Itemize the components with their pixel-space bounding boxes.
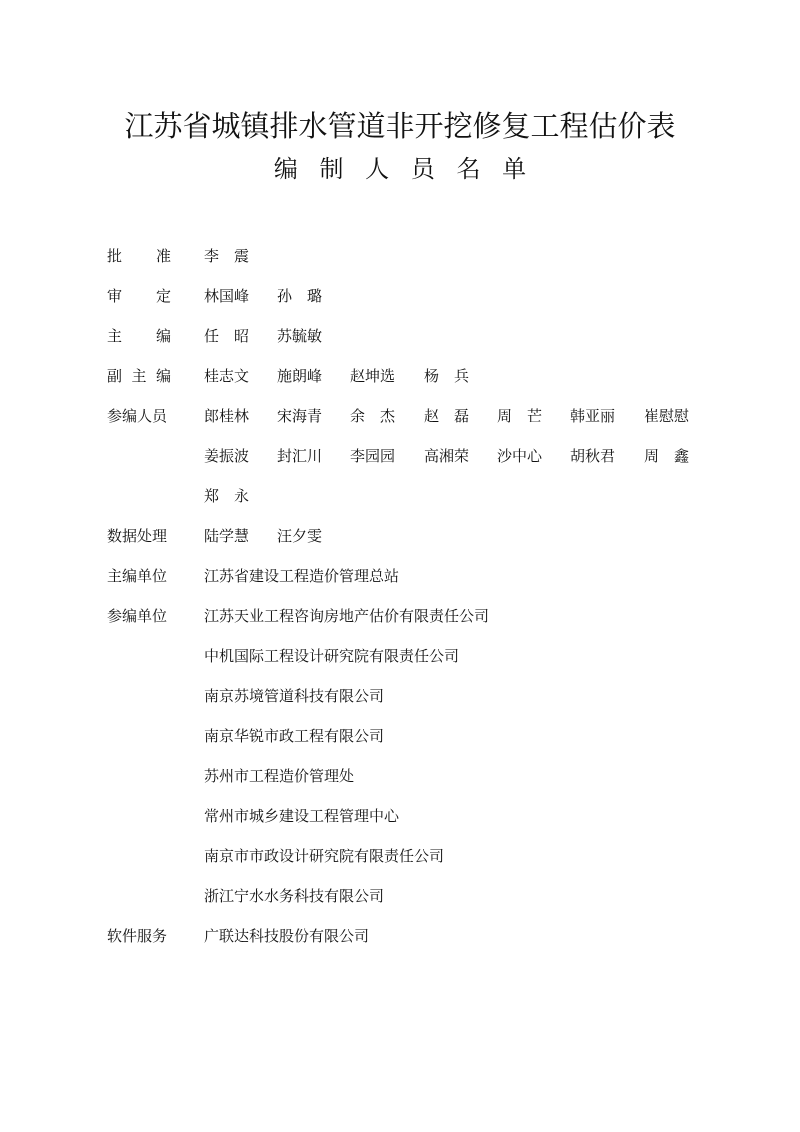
participating-unit: 苏州市工程造价管理处 [204, 767, 355, 785]
review-label: 审 定 [107, 287, 171, 305]
subtitle-char: 单 [502, 155, 527, 183]
chief-editor-label: 主 编 [107, 327, 171, 345]
software-value: 广联达科技股份有限公司 [204, 927, 370, 945]
participating-unit: 南京苏境管道科技有限公司 [204, 687, 385, 705]
participating-units-row [0, 604, 800, 628]
deputy-editor-name: 桂志文 [204, 367, 250, 385]
participating-unit: 南京市市政设计研究院有限责任公司 [204, 847, 445, 865]
deputy-editor-label: 副 主 编 [107, 367, 171, 385]
participating-units-row [0, 684, 800, 708]
participants-row [0, 484, 800, 508]
deputy-editor-name: 杨 兵 [424, 367, 470, 385]
participating-unit: 南京华锐市政工程有限公司 [204, 727, 385, 745]
subtitle-char: 制 [319, 155, 344, 183]
chief-editor-name: 苏毓敏 [277, 327, 323, 345]
subtitle-char: 名 [456, 155, 481, 183]
participant-name: 崔慰慰 [644, 407, 690, 425]
participant-name: 姜振波 [204, 447, 250, 465]
participating-units-row [0, 644, 800, 668]
approve-label: 批 准 [107, 247, 171, 265]
participant-name: 李园园 [350, 447, 396, 465]
data-processing-label: 数据处理 [107, 527, 168, 545]
participant-name: 宋海青 [277, 407, 323, 425]
participants-row [0, 404, 800, 428]
subtitle-char: 人 [365, 155, 390, 183]
participant-name: 沙中心 [497, 447, 543, 465]
participating-unit: 中机国际工程设计研究院有限责任公司 [204, 647, 460, 665]
review-row [0, 284, 800, 308]
deputy-editor-name: 赵坤选 [350, 367, 396, 385]
participants-row [0, 444, 800, 468]
lead-unit-value: 江苏省建设工程造价管理总站 [204, 567, 400, 585]
participant-name: 韩亚丽 [570, 407, 616, 425]
participant-name: 高湘荣 [424, 447, 470, 465]
subtitle-char: 员 [410, 155, 435, 183]
participant-name: 赵 磊 [424, 407, 470, 425]
participating-units-row [0, 724, 800, 748]
participants-label: 参编人员 [107, 407, 168, 425]
approve-row [0, 244, 800, 268]
review-name: 孙 璐 [277, 287, 323, 305]
participant-name: 周 鑫 [644, 447, 690, 465]
review-name: 林国峰 [204, 287, 250, 305]
participant-name: 郑 永 [204, 487, 250, 505]
participating-units-row [0, 844, 800, 868]
participating-unit: 江苏天业工程咨询房地产估价有限责任公司 [204, 607, 490, 625]
lead-unit-row [0, 564, 800, 588]
participant-name: 郎桂林 [204, 407, 250, 425]
deputy-editor-row [0, 364, 800, 388]
participant-name: 余 杰 [350, 407, 396, 425]
software-label: 软件服务 [107, 927, 168, 945]
participating-unit: 浙江宁水水务科技有限公司 [204, 887, 385, 905]
deputy-editor-name: 施朗峰 [277, 367, 323, 385]
subtitle-char: 编 [273, 155, 298, 183]
participating-units-label: 参编单位 [107, 607, 168, 625]
chief-editor-row [0, 324, 800, 348]
chief-editor-name: 任 昭 [204, 327, 250, 345]
participating-unit: 常州市城乡建设工程管理中心 [204, 807, 400, 825]
data-processing-row [0, 524, 800, 548]
approve-name: 李 震 [204, 247, 250, 265]
lead-unit-label: 主编单位 [107, 567, 168, 585]
participant-name: 封汇川 [277, 447, 323, 465]
participating-units-row [0, 804, 800, 828]
software-row [0, 924, 800, 948]
participant-name: 胡秋君 [570, 447, 616, 465]
data-processing-name: 陆学慧 [204, 527, 250, 545]
participant-name: 周 芒 [497, 407, 543, 425]
document-title: 江苏省城镇排水管道非开挖修复工程估价表 [124, 109, 676, 143]
data-processing-name: 汪夕雯 [277, 527, 323, 545]
participating-units-row [0, 884, 800, 908]
participating-units-row [0, 764, 800, 788]
